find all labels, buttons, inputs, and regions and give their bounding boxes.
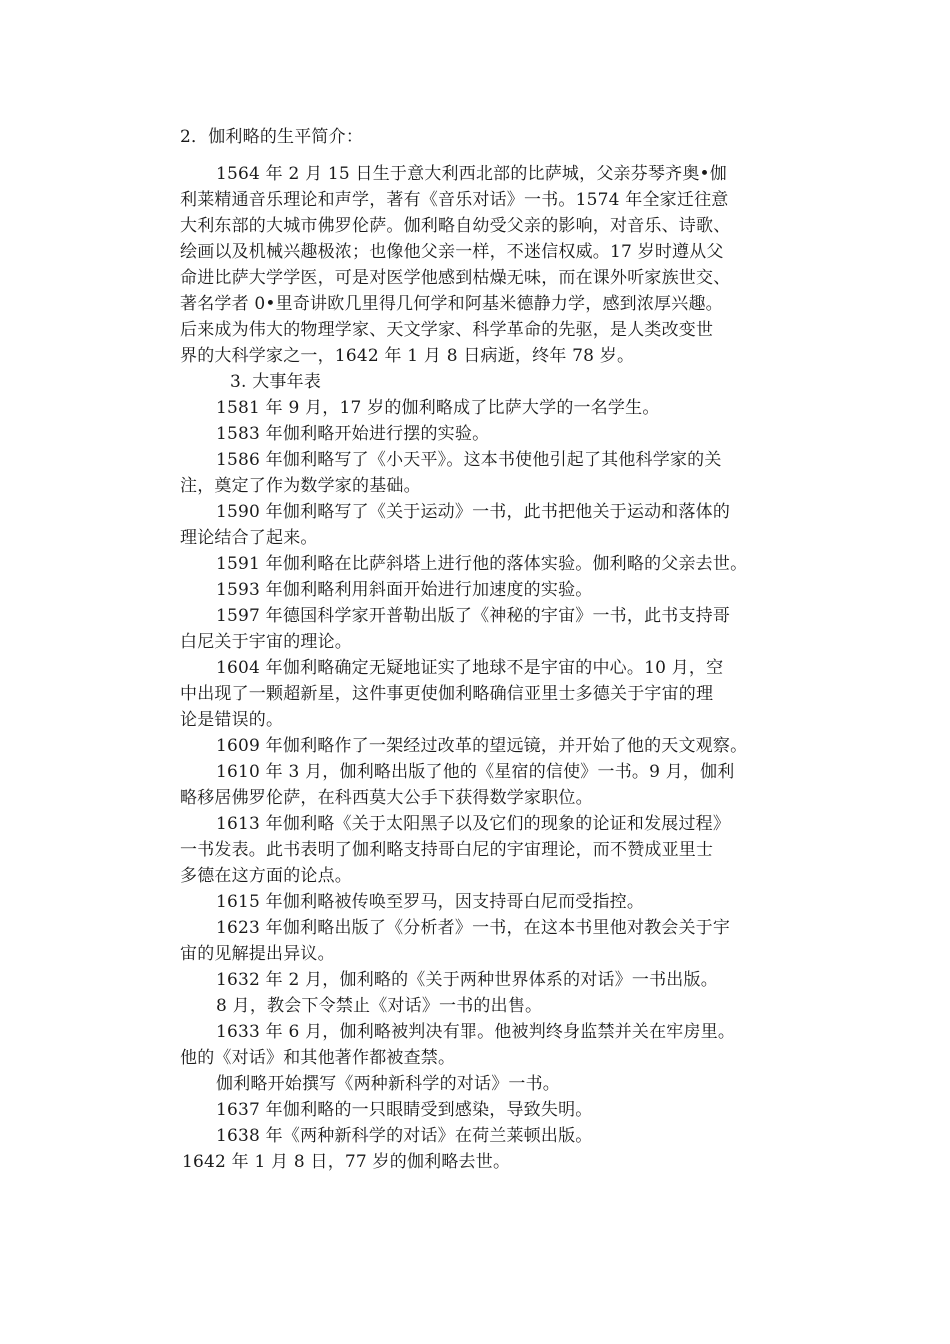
timeline-entry: 1642 年 1 月 8 日，77 岁的伽利略去世。 <box>182 1152 511 1172</box>
timeline-entry: 1637 年伽利略的一只眼睛受到感染，导致失明。 <box>216 1100 593 1120</box>
timeline-entry: 1609 年伽利略作了一架经过改革的望远镜，并开始了他的天文观察。 <box>216 736 748 756</box>
timeline-entry-continued: 中出现了一颗超新星，这件事更使伽利略确信亚里士多德关于宇宙的理 <box>180 684 714 704</box>
timeline-entry: 1591 年伽利略在比萨斜塔上进行他的落体实验。伽利略的父亲去世。 <box>216 554 748 574</box>
bio-line: 界的大科学家之一，1642 年 1 月 8 日病逝，终年 78 岁。 <box>180 346 635 366</box>
bio-line: 命进比萨大学学医，可是对医学他感到枯燥无味，而在课外听家族世交、 <box>180 268 731 288</box>
timeline-entry-continued: 注，奠定了作为数学家的基础。 <box>180 476 421 496</box>
timeline-entry: 1593 年伽利略利用斜面开始进行加速度的实验。 <box>216 580 593 600</box>
timeline-entry: 1638 年《两种新科学的对话》在荷兰莱顿出版。 <box>216 1126 593 1146</box>
timeline-entry-continued: 一书发表。此书表明了伽利略支持哥白尼的宇宙理论，而不赞成亚里士 <box>180 840 714 860</box>
timeline-entry: 1597 年德国科学家开普勒出版了《神秘的宇宙》一书，此书支持哥 <box>216 606 731 626</box>
timeline-entry: 1613 年伽利略《关于太阳黑子以及它们的现象的论证和发展过程》 <box>216 814 731 834</box>
timeline-entry: 1581 年 9 月，17 岁的伽利略成了比萨大学的一名学生。 <box>216 398 660 418</box>
bio-line: 大利东部的大城市佛罗伦萨。伽利略自幼受父亲的影响，对音乐、诗歌、 <box>180 216 731 236</box>
bio-line: 利莱精通音乐理论和声学，著有《音乐对话》一书。1574 年全家迁往意 <box>180 190 729 210</box>
bio-line: 后来成为伟大的物理学家、天文学家、科学革命的先驱，是人类改变世 <box>180 320 714 340</box>
timeline-entry: 伽利略开始撰写《两种新科学的对话》一书。 <box>216 1074 560 1094</box>
timeline-entry-continued: 白尼关于宇宙的理论。 <box>180 632 352 652</box>
timeline-entry: 1632 年 2 月，伽利略的《关于两种世界体系的对话》一书出版。 <box>216 970 718 990</box>
timeline-entry-continued: 他的《对话》和其他著作都被查禁。 <box>180 1048 456 1068</box>
bio-line: 绘画以及机械兴趣极浓；也像他父亲一样，不迷信权威。17 岁时遵从父 <box>180 242 724 262</box>
section-heading-biography: 2．伽利略的生平简介： <box>180 127 364 147</box>
section-heading-timeline: 3. 大事年表 <box>230 372 322 392</box>
timeline-entry: 1604 年伽利略确定无疑地证实了地球不是宇宙的中心。10 月，空 <box>216 658 724 678</box>
timeline-entry: 1623 年伽利略出版了《分析者》一书，在这本书里他对教会关于宇 <box>216 918 731 938</box>
timeline-entry-continued: 宙的见解提出异议。 <box>180 944 335 964</box>
timeline-entry: 1615 年伽利略被传唤至罗马，因支持哥白尼而受指控。 <box>216 892 645 912</box>
bio-line: 1564 年 2 月 15 日生于意大利西北部的比萨城，父亲芬琴齐奥•伽 <box>216 164 727 184</box>
timeline-entry: 1633 年 6 月，伽利略被判决有罪。他被判终身监禁并关在牢房里。 <box>216 1022 736 1042</box>
timeline-entry: 1610 年 3 月，伽利略出版了他的《星宿的信使》一书。9 月，伽利 <box>216 762 735 782</box>
timeline-entry: 1590 年伽利略写了《关于运动》一书，此书把他关于运动和落体的 <box>216 502 731 522</box>
timeline-entry-continued: 理论结合了起来。 <box>180 528 318 548</box>
timeline-entry: 1586 年伽利略写了《小天平》。这本书使他引起了其他科学家的关 <box>216 450 722 470</box>
bio-line: 著名学者 0•里奇讲欧几里得几何学和阿基米德静力学，感到浓厚兴趣。 <box>180 294 723 314</box>
timeline-entry: 1583 年伽利略开始进行摆的实验。 <box>216 424 490 444</box>
timeline-entry-continued: 论是错误的。 <box>180 710 284 730</box>
timeline-entry-continued: 略移居佛罗伦萨，在科西莫大公手下获得数学家职位。 <box>180 788 593 808</box>
timeline-entry-continued: 多德在这方面的论点。 <box>180 866 352 886</box>
timeline-entry: 8 月，教会下令禁止《对话》一书的出售。 <box>216 996 543 1016</box>
